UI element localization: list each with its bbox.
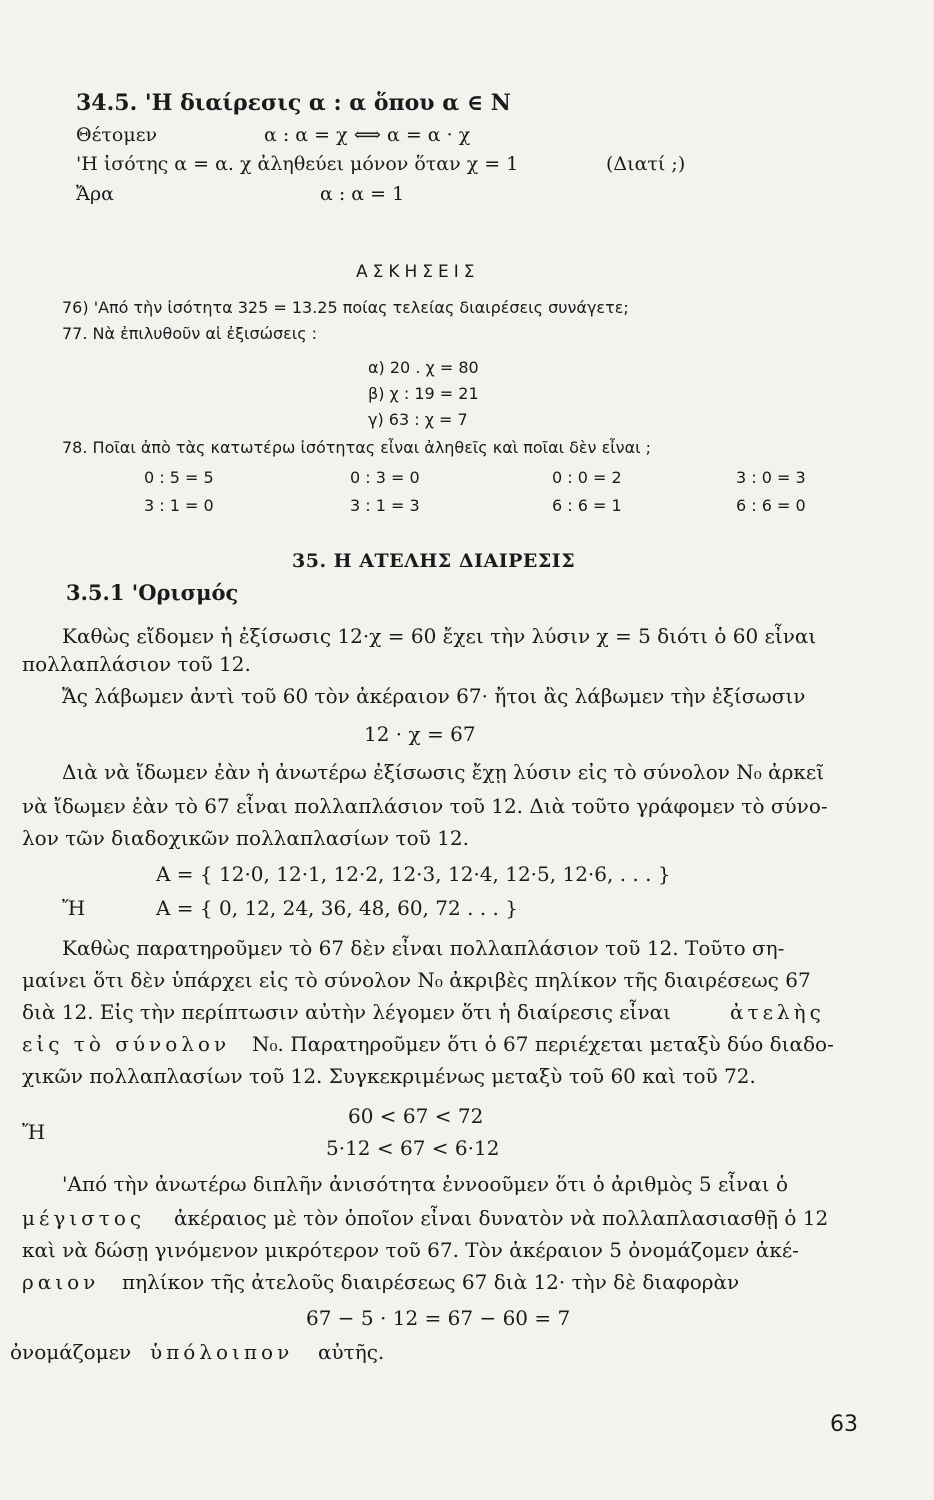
subsection-heading: 3.5.1 'Ορισμός — [66, 580, 239, 605]
emphasis-word: ραιον — [22, 1270, 100, 1294]
page-number: 63 — [830, 1412, 858, 1437]
equation: 67 − 5 · 12 = 67 − 60 = 7 — [306, 1306, 571, 1330]
paragraph-line: καὶ νὰ δώσῃ γινόμενον μικρότερον τοῦ 67. Τὸν ἀκέραιον 5 ὀνομάζομεν ἀκέ- — [22, 1238, 799, 1262]
emphasis-word: μέγιστος — [22, 1206, 146, 1230]
line-label: Ἤ — [22, 1120, 46, 1144]
equality: 6 : 6 = 1 — [552, 496, 622, 515]
section-title: 34.5. 'Η διαίρεσις α : α ὅπου α ∈ N — [76, 90, 511, 116]
paragraph-line: Καθὼς παρατηροῦμεν τὸ 67 δὲν εἶναι πολλαπλάσιον τοῦ 12. Τοῦτο ση- — [62, 936, 785, 960]
statement: 'Η ἰσότης α = α. χ ἀληθεύει μόνον ὅταν χ = 1 — [76, 153, 519, 175]
equation: α : α = χ ⟺ α = α · χ — [264, 124, 471, 146]
exercise-77b: β) χ : 19 = 21 — [368, 384, 479, 403]
paragraph-line: νὰ ἴδωμεν ἐὰν τὸ 67 εἶναι πολλαπλάσιον τοῦ 12. Διὰ τοῦτο γράφομεν τὸ σύνο- — [22, 794, 828, 818]
equality: 0 : 3 = 0 — [350, 468, 420, 487]
line-label: Ἄρα — [76, 183, 114, 205]
exercises-heading: ΑΣΚΗΣΕΙΣ — [356, 262, 480, 282]
equation: α : α = 1 — [320, 183, 405, 205]
equality: 3 : 1 = 0 — [144, 496, 214, 515]
paragraph-line: αὐτῆς. — [318, 1340, 385, 1364]
paragraph-line: πηλίκον τῆς ἀτελοῦς διαιρέσεως 67 διὰ 12· τὴν δὲ διαφορὰν — [122, 1270, 740, 1294]
paragraph-line: λον τῶν διαδοχικῶν πολλαπλασίων τοῦ 12. — [22, 826, 469, 850]
equation: 12 · χ = 67 — [364, 722, 476, 746]
line-label: Θέτομεν — [76, 124, 158, 146]
paragraph-line: ὀνομάζομεν — [10, 1340, 132, 1364]
inequality: 5·12 < 67 < 6·12 — [326, 1136, 500, 1160]
line-label: Ἤ — [62, 896, 86, 920]
paragraph-line: μαίνει ὅτι δὲν ὑπάρχει εἰς τὸ σύνολον N₀ ἀκριβὲς πηλίκον τῆς διαιρέσεως 67 — [22, 968, 811, 992]
exercise-78: 78. Ποῖαι ἀπὸ τὰς κατωτέρω ἰσότητας εἶναι ἀληθεῖς καὶ ποῖαι δὲν εἶναι ; — [62, 438, 652, 457]
paragraph-line: Καθὼς εἴδομεν ἡ ἐξίσωσις 12·χ = 60 ἔχει τὴν λύσιν χ = 5 διότι ὁ 60 εἶναι — [62, 624, 817, 648]
paragraph-line: Διὰ νὰ ἴδωμεν ἐὰν ἡ ἀνωτέρω ἐξίσωσις ἔχῃ λύσιν εἰς τὸ σύνολον N₀ ἀρκεῖ — [62, 760, 825, 784]
exercise-76: 76) 'Από τὴν ἰσότητα 325 = 13.25 ποίας τελείας διαιρέσεις συνάγετε; — [62, 298, 629, 317]
exercise-77: 77. Νὰ ἐπιλυθοῦν αἱ ἐξισώσεις : — [62, 324, 318, 343]
set-definition: A = { 0, 12, 24, 36, 48, 60, 72 . . . } — [156, 896, 518, 920]
paragraph-line: N₀. Παρατηροῦμεν ὅτι ὁ 67 περιέχεται μεταξὺ δύο διαδο- — [252, 1032, 834, 1056]
inequality: 60 < 67 < 72 — [348, 1104, 484, 1128]
paragraph-line: 'Από τὴν ἀνωτέρω διπλῆν ἀνισότητα ἐννοοῦμεν ὅτι ὁ ἀριθμὸς 5 εἶναι ὁ — [62, 1172, 789, 1196]
paragraph-line: ἀκέραιος μὲ τὸν ὁποῖον εἶναι δυνατὸν νὰ πολλαπλασιασθῇ ὁ 12 — [174, 1206, 829, 1230]
chapter-heading: 35. Η ΑΤΕΛΗΣ ΔΙΑΙΡΕΣΙΣ — [292, 550, 576, 572]
equality: 3 : 1 = 3 — [350, 496, 420, 515]
equality: 0 : 0 = 2 — [552, 468, 622, 487]
exercise-77a: α) 20 . χ = 80 — [368, 358, 479, 377]
equality: 6 : 6 = 0 — [736, 496, 806, 515]
emphasis-word: ὑπόλοιπον — [150, 1340, 294, 1364]
emphasis-word: εἰς τὸ σύνολον — [22, 1032, 231, 1056]
paragraph-line: Ἄς λάβωμεν ἀντὶ τοῦ 60 τὸν ἀκέραιον 67· ἤτοι ἂς λάβωμεν τὴν ἐξίσωσιν — [62, 684, 806, 708]
note: (Διατί ;) — [606, 153, 686, 175]
set-definition: A = { 12·0, 12·1, 12·2, 12·3, 12·4, 12·5, 12·6, . . . } — [156, 862, 671, 886]
equality: 3 : 0 = 3 — [736, 468, 806, 487]
exercise-77c: γ) 63 : χ = 7 — [368, 410, 468, 429]
equality: 0 : 5 = 5 — [144, 468, 214, 487]
paragraph-line: χικῶν πολλαπλασίων τοῦ 12. Συγκεκριμένως μεταξὺ τοῦ 60 καὶ τοῦ 72. — [22, 1064, 756, 1088]
paragraph-line: πολλαπλάσιον τοῦ 12. — [22, 652, 251, 676]
emphasis-word: ἀτελὴς — [730, 1000, 825, 1024]
paragraph-line: διὰ 12. Εἰς τὴν περίπτωσιν αὐτὴν λέγομεν ὅτι ἡ διαίρεσις εἶναι — [22, 1000, 671, 1024]
